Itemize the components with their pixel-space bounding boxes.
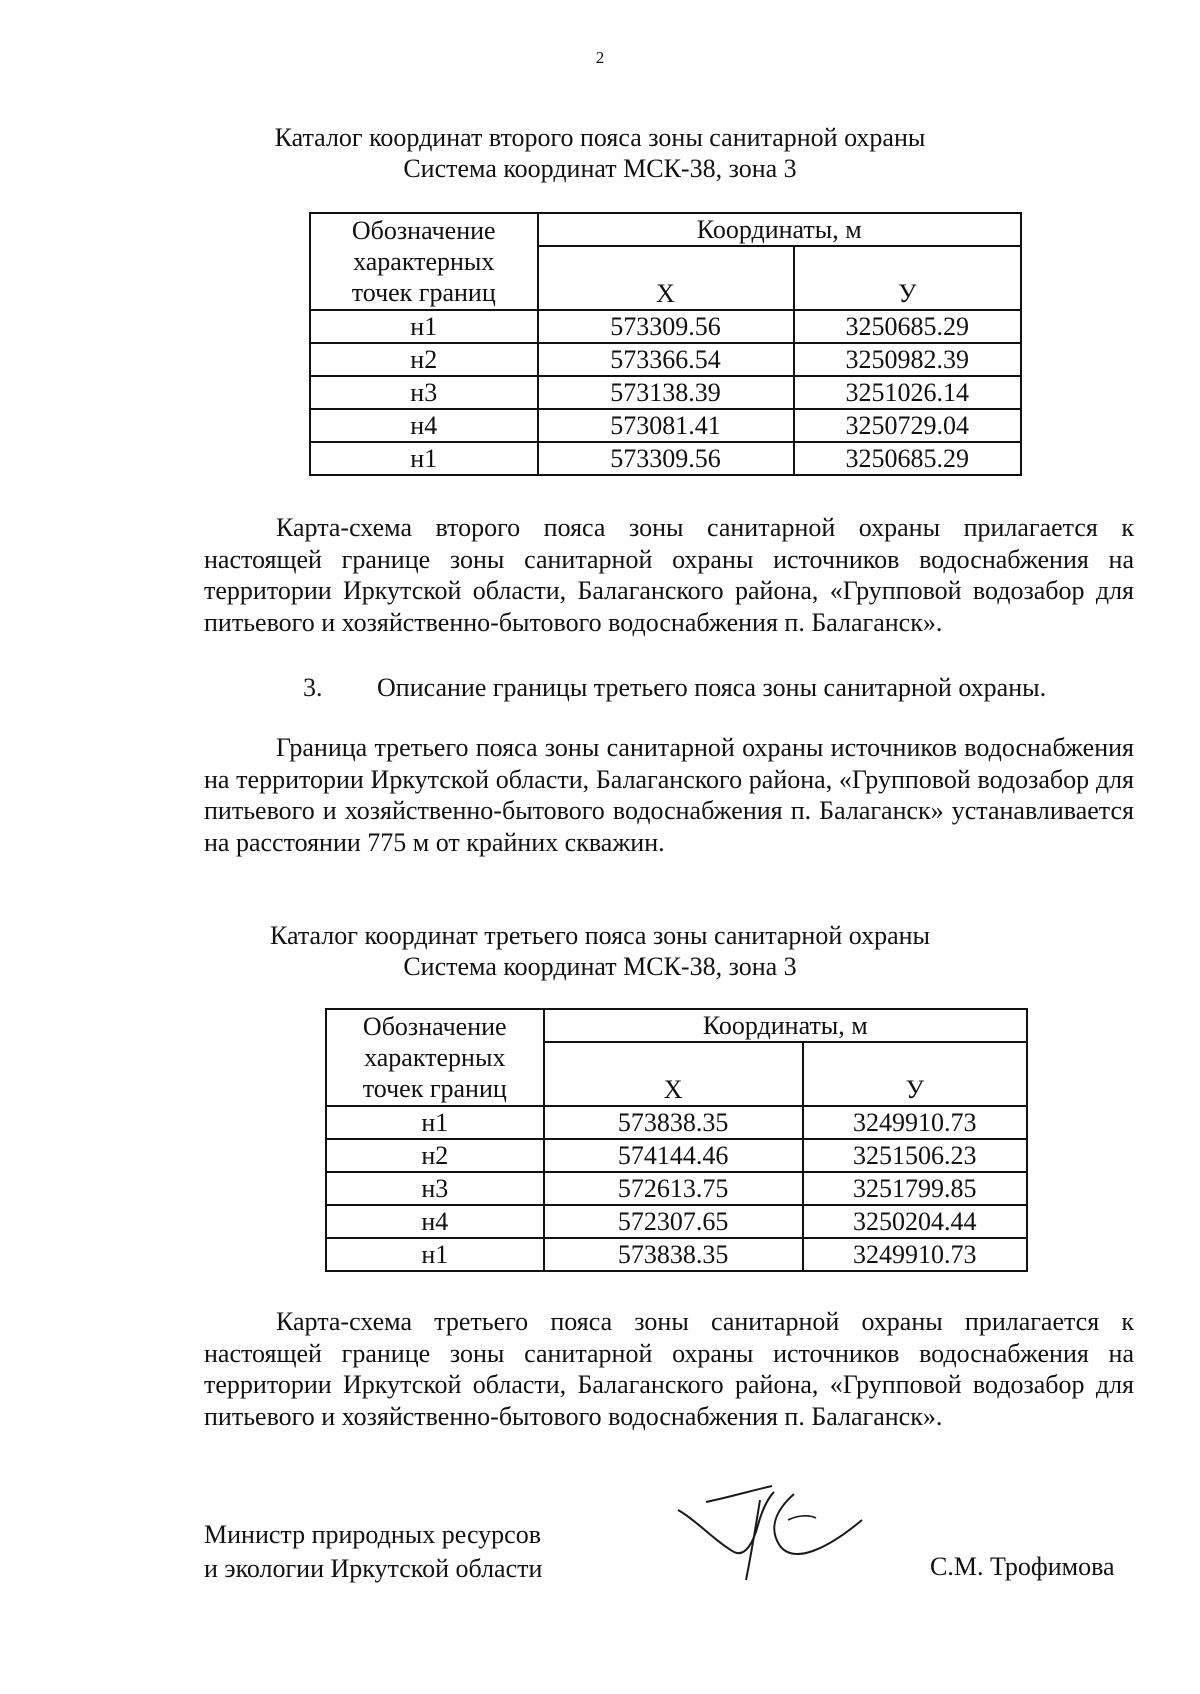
section2-map-note: Карта-схема второго пояса зоны санитарной охраны прилагается к настоящей границе зоны санитарной охраны источников водоснабжения на территории Иркутской области, Балаганского района, «Групповой водозабор для питьевого и хозяйственно-бытового водоснабжения п. Балаганск». [204, 513, 1134, 637]
header-x: X [538, 246, 794, 310]
table-row: н1 573838.35 3249910.73 [326, 1106, 1027, 1139]
header-point-designation: Обозначение характерных точек границ [326, 1009, 544, 1106]
signatory-position: Министр природных ресурсов и экологии Иркутской области [204, 1520, 543, 1583]
table-row: н2 573366.54 3250982.39 [310, 343, 1021, 376]
section2-title: Каталог координат второго пояса зоны санитарной охраны [274, 123, 926, 152]
section3-coordinates-table [325, 1008, 1028, 1272]
header-coordinates: Координаты, м [538, 213, 1022, 246]
section2-heading [0, 122, 1200, 184]
header-x: X [544, 1042, 803, 1106]
table-row: н4 573081.41 3250729.04 [310, 409, 1021, 442]
section3-subtitle: Система координат МСК-38, зона 3 [403, 952, 797, 981]
header-point-designation: Обозначение характерных точек границ [310, 213, 538, 310]
section2-subtitle: Система координат МСК-38, зона 3 [403, 154, 797, 183]
section3-map-note: Карта-схема третьего пояса зоны санитарной охраны прилагается к настоящей границе зоны санитарной охраны источников водоснабжения на территории Иркутской области, Балаганского района, «Групповой водозабор для питьевого и хозяйственно-бытового водоснабжения п. Балаганск». [204, 1307, 1134, 1431]
table-row: н1 573838.35 3249910.73 [326, 1238, 1027, 1271]
header-coordinates: Координаты, м [544, 1009, 1027, 1042]
section2-coordinates-table [309, 212, 1022, 476]
boundary-text: Граница третьего пояса зоны санитарной охраны источников водоснабжения на территории Иркутской области, Балаганского района, «Групповой водозабор для питьевого и хозяйственно-бытового водоснабжения п. Балаганск» устанавливается на расстоянии 775 м от крайних скважин. [204, 733, 1134, 857]
handwritten-signature [676, 1480, 866, 1590]
table-row: н4 572307.65 3250204.44 [326, 1205, 1027, 1238]
signatory-name: С.М. Трофимова [930, 1552, 1115, 1581]
section3-heading [0, 920, 1200, 982]
item3-heading: 3. Описание границы третьего пояса зоны санитарной охраны. [303, 673, 1047, 702]
table-row: н3 573138.39 3251026.14 [310, 376, 1021, 409]
table-row: н1 573309.56 3250685.29 [310, 310, 1021, 343]
section3-title: Каталог координат третьего пояса зоны санитарной охраны [269, 921, 931, 950]
table-row: н3 572613.75 3251799.85 [326, 1172, 1027, 1205]
page-number: 2 [595, 48, 605, 67]
header-y: У [803, 1042, 1027, 1106]
header-y: У [794, 246, 1021, 310]
table-row: н2 574144.46 3251506.23 [326, 1139, 1027, 1172]
table-row: н1 573309.56 3250685.29 [310, 442, 1021, 475]
